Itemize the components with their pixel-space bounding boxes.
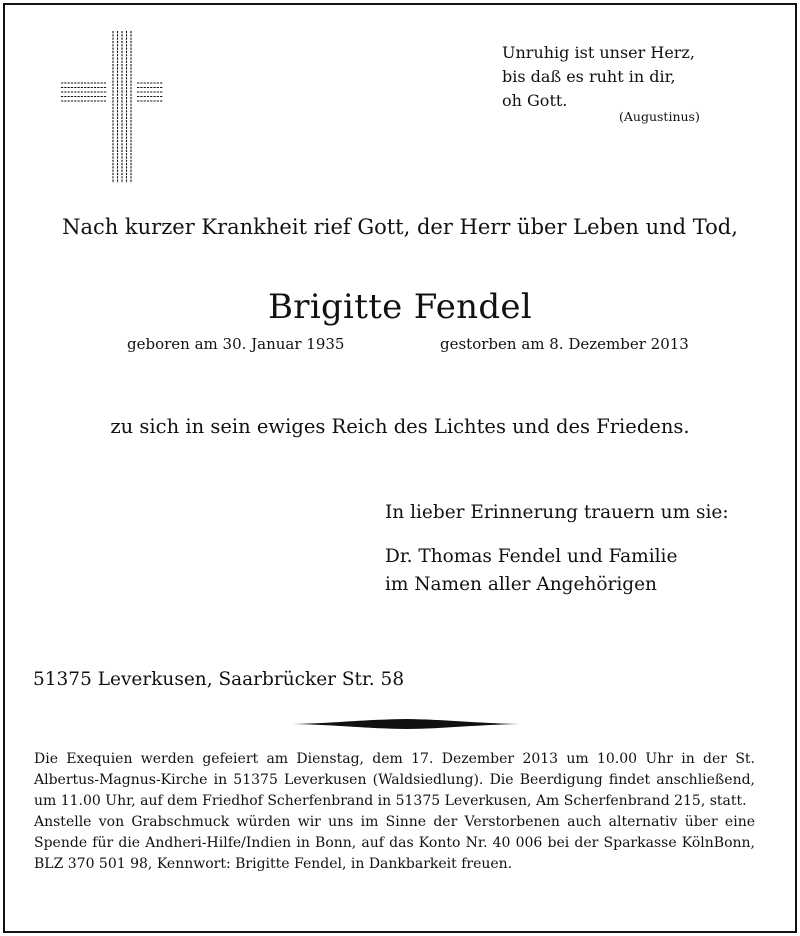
mourners-intro: In lieber Erinnerung trauern um sie: (385, 502, 729, 523)
service-details: Die Exequien werden gefeiert am Dienstag, dem 17. Dezember 2013 um 10.00 Uhr in der St. Albertus-Magnus-Kirche in 51375 Leverkusen (Waldsiedlung). Die Beerdigung findet anschließend, um 11.00 Uhr, auf dem Friedhof Scherfenbrand in 51375 Leverkusen, Am Scherfenbrand 215, statt. (34, 751, 755, 809)
funeral-details (34, 749, 755, 875)
divider-ornament (293, 717, 519, 731)
motto-line: bis daß es ruht in dir, (502, 67, 676, 86)
obituary-frame (3, 3, 797, 933)
motto-line: oh Gott. (502, 91, 568, 110)
deceased-name: Brigitte Fendel (267, 287, 532, 327)
cross-icon (55, 29, 165, 185)
mourners-name: Dr. Thomas Fendel und Familie (385, 546, 678, 567)
motto-attribution: (Augustinus) (619, 109, 700, 124)
family-address: 51375 Leverkusen, Saarbrücker Str. 58 (33, 669, 405, 690)
announcement-closing: zu sich in sein ewiges Reich des Lichtes und des Friedens. (110, 415, 690, 438)
motto-line: Unruhig ist unser Herz, (502, 43, 695, 62)
motto-quote (502, 41, 695, 113)
mourners-relatives: im Namen aller Angehörigen (385, 574, 657, 595)
birth-date: geboren am 30. Januar 1935 (127, 335, 345, 353)
death-date: gestorben am 8. Dezember 2013 (440, 335, 689, 353)
donation-request: Anstelle von Grabschmuck würden wir uns im Sinne der Verstorbenen auch alternativ über eine Spende für die Andheri-Hilfe/Indien in Bonn, auf das Konto Nr. 40 006 bei der Sparkasse KölnBonn, BLZ 370 501 98, Kennwort: Brigitte Fendel, in Dankbarkeit freuen. (34, 814, 755, 872)
announcement-intro: Nach kurzer Krankheit rief Gott, der Herr über Leben und Tod, (62, 215, 738, 239)
